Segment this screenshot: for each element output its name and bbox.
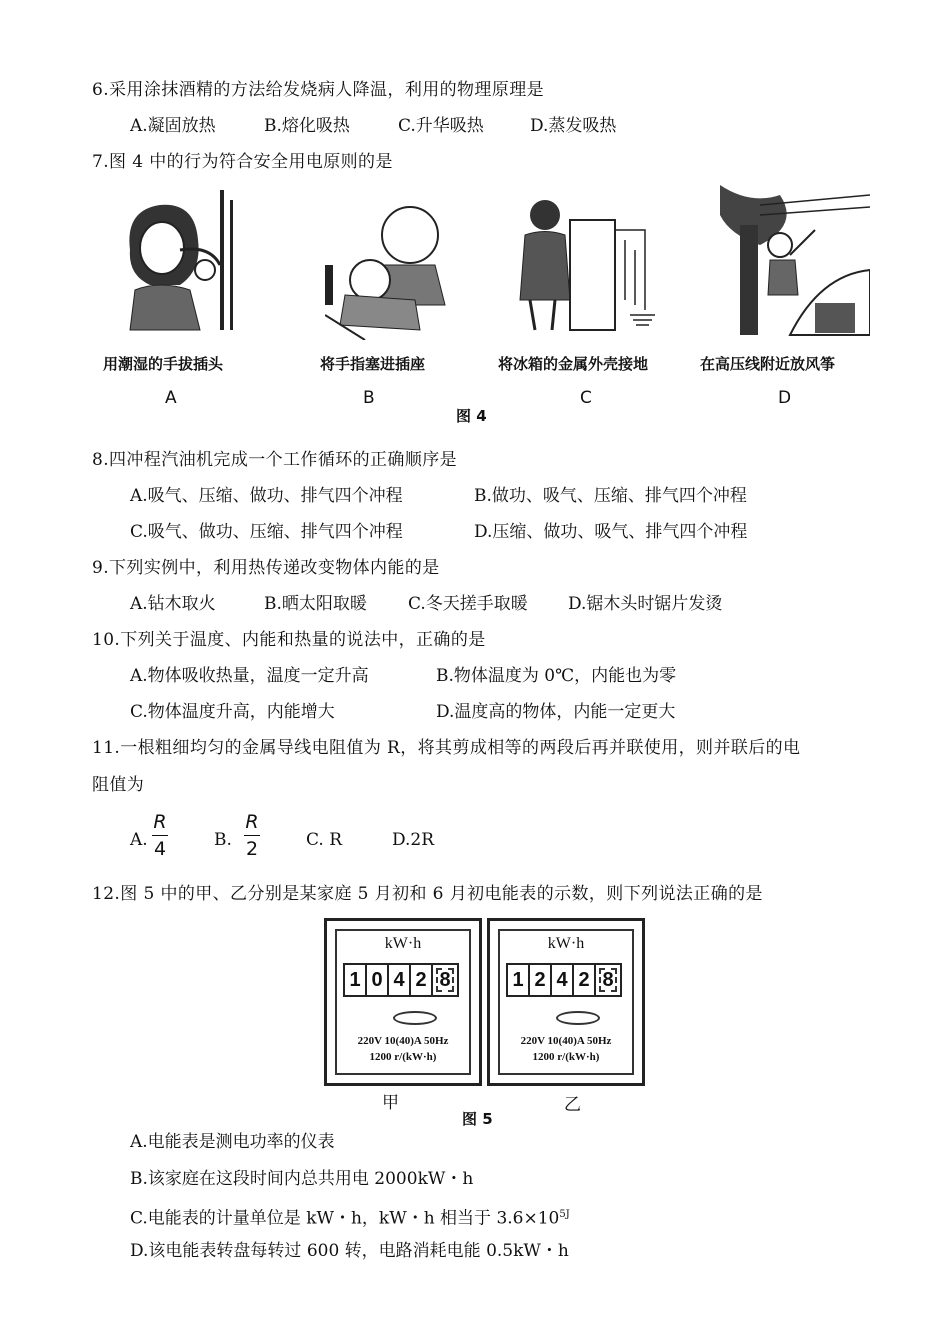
q6-option-c: C.升华吸热 bbox=[398, 116, 484, 136]
q10-stem: 10.下列关于温度、内能和热量的说法中，正确的是 bbox=[92, 630, 486, 650]
q12-stem: 12.图 5 中的甲、乙分别是某家庭 5 月初和 6 月初电能表的示数，则下列说法正确的是 bbox=[92, 884, 763, 904]
figure-4b-caption: 将手指塞进插座 bbox=[320, 355, 426, 373]
fraction-bar bbox=[244, 835, 260, 836]
q11-option-a-fraction bbox=[152, 810, 168, 861]
q8-option-d: D.压缩、做功、吸气、排气四个冲程 bbox=[474, 522, 748, 542]
meter-digit: 1 bbox=[508, 965, 530, 995]
q11-option-b-fraction bbox=[244, 810, 260, 861]
figure-4c-caption: 将冰箱的金属外壳接地 bbox=[498, 355, 649, 373]
q8-option-c: C.吸气、做功、压缩、排气四个冲程 bbox=[130, 522, 403, 542]
figure-4c-illustration bbox=[510, 190, 660, 340]
meter-jia-digits bbox=[343, 963, 459, 997]
q9-option-c: C.冬天搓手取暖 bbox=[408, 594, 528, 614]
meter-jia-disk bbox=[393, 1011, 437, 1025]
figure-4b-letter: B bbox=[363, 388, 375, 408]
q11-stem-line2: 阻值为 bbox=[92, 775, 145, 795]
meter-yi-disk bbox=[556, 1011, 600, 1025]
meter-digit: 2 bbox=[530, 965, 552, 995]
meter-yi-unit: kW·h bbox=[547, 935, 585, 952]
meter-yi-face bbox=[498, 929, 634, 1075]
figure-4a-letter: A bbox=[165, 388, 177, 408]
meter-jia-spec1: 220V 10(40)A 50Hz bbox=[357, 1035, 449, 1047]
meter-jia-spec2: 1200 r/(kW·h) bbox=[369, 1051, 437, 1063]
q10-option-b: B.物体温度为 0℃，内能也为零 bbox=[436, 666, 677, 686]
meter-jia bbox=[324, 918, 482, 1086]
figure-4b-illustration bbox=[325, 195, 475, 340]
q6-option-b: B.熔化吸热 bbox=[264, 116, 350, 136]
q12-option-a: A.电能表是测电功率的仪表 bbox=[130, 1132, 335, 1152]
q9-option-b: B.晒太阳取暖 bbox=[264, 594, 367, 614]
meter-jia-face bbox=[335, 929, 471, 1075]
q11-option-c: C. R bbox=[306, 830, 343, 850]
figure-4a-illustration bbox=[110, 190, 250, 340]
meter-yi-spec1: 220V 10(40)A 50Hz bbox=[520, 1035, 612, 1047]
meter-digit: 4 bbox=[552, 965, 574, 995]
q10-option-d: D.温度高的物体，内能一定更大 bbox=[436, 702, 676, 722]
q11-stem-line1: 11.一根粗细均匀的金属导线电阻值为 R，将其剪成相等的两段后再并联使用，则并联后的电 bbox=[92, 738, 801, 758]
meter-digit: 4 bbox=[389, 965, 411, 995]
q12-option-d: D.该电能表转盘每转过 600 转，电路消耗电能 0.5kW・h bbox=[130, 1241, 569, 1261]
q12-option-c-sup: 5J bbox=[559, 1209, 570, 1220]
meter-yi bbox=[487, 918, 645, 1086]
q8-option-b: B.做功、吸气、压缩、排气四个冲程 bbox=[474, 486, 747, 506]
figure-5-label: 图 5 bbox=[462, 1110, 493, 1128]
q6-option-d: D.蒸发吸热 bbox=[530, 116, 617, 136]
fraction-bar bbox=[152, 835, 168, 836]
figure-4d-illustration bbox=[720, 185, 870, 340]
q6-stem: 6.采用涂抹酒精的方法给发烧病人降温，利用的物理原理是 bbox=[92, 80, 545, 100]
meter-digit: 1 bbox=[345, 965, 367, 995]
q11-option-b-prefix: B. bbox=[214, 830, 232, 850]
meter-digit: 2 bbox=[411, 965, 433, 995]
q7-stem: 7.图 4 中的行为符合安全用电原则的是 bbox=[92, 152, 393, 172]
figure-4-label: 图 4 bbox=[456, 407, 487, 425]
q8-option-a: A.吸气、压缩、做功、排气四个冲程 bbox=[130, 486, 403, 506]
meter-digit-decimal: 8 bbox=[596, 965, 620, 995]
q12-option-b: B.该家庭在这段时间内总共用电 2000kW・h bbox=[130, 1169, 474, 1189]
q11-option-d: D.2R bbox=[392, 830, 435, 850]
meter-jia-unit: kW·h bbox=[384, 935, 422, 952]
q9-option-d: D.锯木头时锯片发烫 bbox=[568, 594, 723, 614]
fraction-numerator: R bbox=[153, 811, 167, 833]
fraction-numerator: R bbox=[245, 811, 259, 833]
figure-4a-caption: 用潮湿的手拔插头 bbox=[103, 355, 224, 373]
meter-yi-digits bbox=[506, 963, 622, 997]
q12-option-c: C.电能表的计量单位是 kW・h，kW・h 相当于 3.6×10 bbox=[130, 1208, 560, 1229]
figure-4d-caption: 在高压线附近放风筝 bbox=[700, 355, 836, 373]
q11-option-a-prefix: A. bbox=[130, 830, 148, 850]
q8-stem: 8.四冲程汽油机完成一个工作循环的正确顺序是 bbox=[92, 450, 458, 470]
fraction-denominator: 4 bbox=[153, 838, 167, 860]
meter-yi-label: 乙 bbox=[564, 1095, 581, 1115]
figure-4c-letter: C bbox=[580, 388, 592, 408]
meter-digit: 0 bbox=[367, 965, 389, 995]
meter-yi-spec2: 1200 r/(kW·h) bbox=[532, 1051, 600, 1063]
q10-option-a: A.物体吸收热量，温度一定升高 bbox=[130, 666, 369, 686]
fraction-denominator: 2 bbox=[245, 838, 259, 860]
q10-option-c: C.物体温度升高，内能增大 bbox=[130, 702, 335, 722]
q9-option-a: A.钻木取火 bbox=[130, 594, 216, 614]
figure-4d-letter: D bbox=[778, 388, 792, 408]
q6-option-a: A.凝固放热 bbox=[130, 116, 216, 136]
meter-digit-decimal: 8 bbox=[433, 965, 457, 995]
figure-4 bbox=[100, 185, 880, 425]
meter-jia-label: 甲 bbox=[382, 1093, 399, 1113]
q12-option-c-wrap bbox=[130, 1204, 570, 1230]
meter-digit: 2 bbox=[574, 965, 596, 995]
q9-stem: 9.下列实例中，利用热传递改变物体内能的是 bbox=[92, 558, 440, 578]
